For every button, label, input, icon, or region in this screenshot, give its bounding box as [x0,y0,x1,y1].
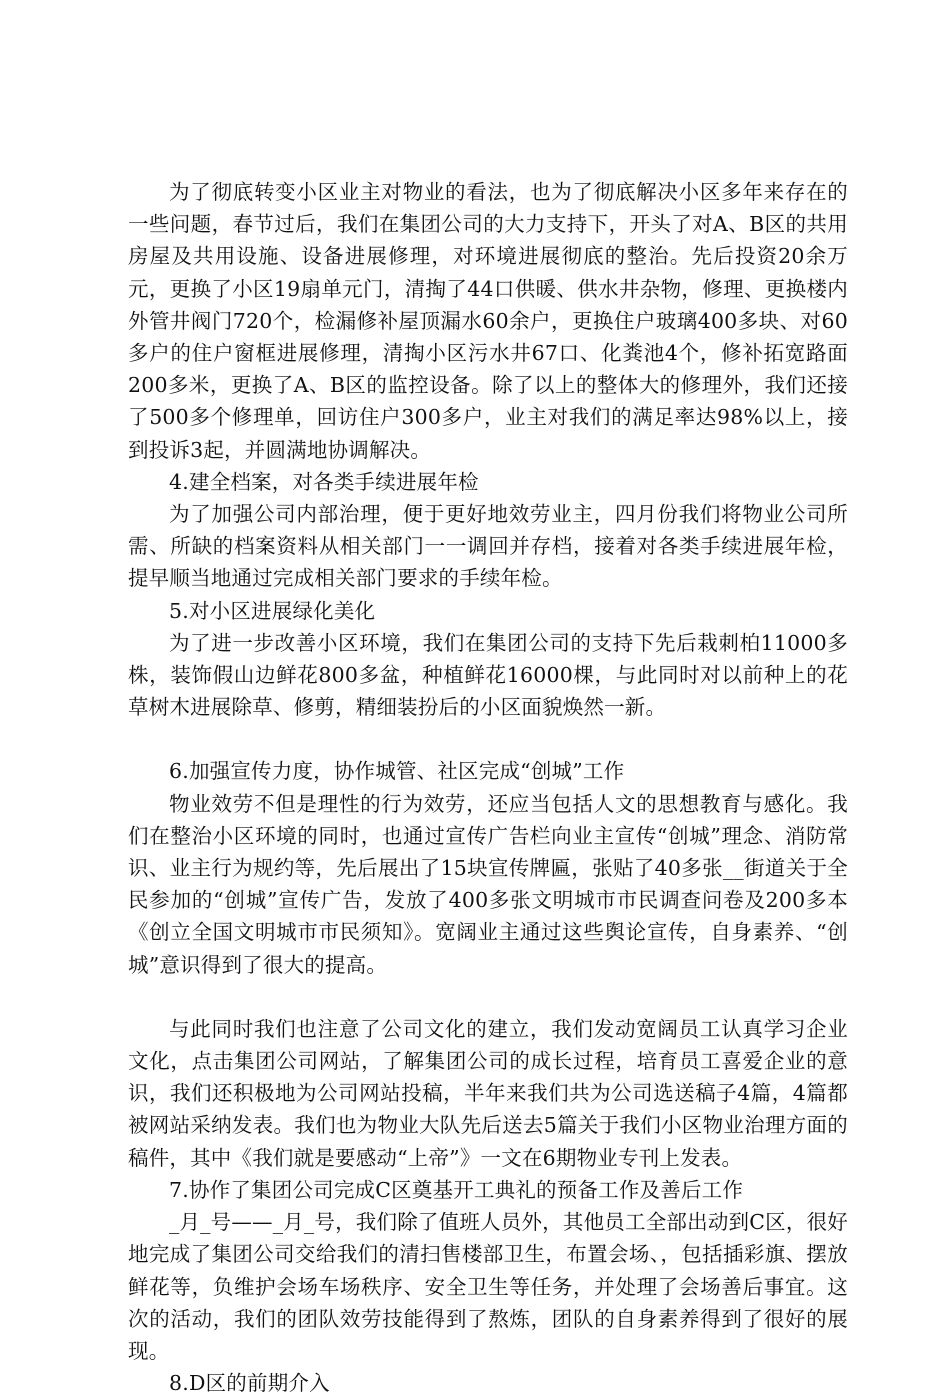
paragraph-publicity: 物业效劳不但是理性的行为效劳，还应当包括人文的思想教育与感化。我们在整治小区环境的同时，也通过宣传广告栏向业主宣传“创城”理念、消防常识、业主行为规约等，先后展出了15块宣传牌匾，张贴了40多张__街道关于全民参加的“创城”宣传广告，发放了400多张文明城市市民调查问卷及200多本《创立全国文明城市市民须知》。宽阔业主通过这些舆论宣传，自身素养、“创城”意识得到了很大的提高。 [128,791,848,977]
paragraph-gap [128,723,848,755]
paragraph-greening: 为了进一步改善小区环境，我们在集团公司的支持下先后栽刺柏11000多株，装饰假山边鲜花800多盆，种植鲜花16000棵，与此同时对以前种上的花草树木进展除草、修剪，精细装扮后的小区面貌焕然一新。 [128,630,848,720]
paragraph-gap [128,981,848,1013]
heading-5-greening: 5.对小区进展绿化美化 [169,598,376,623]
paragraph-repairs: 为了彻底转变小区业主对物业的看法，也为了彻底解决小区多年来存在的一些问题，春节过后，我们在集团公司的大力支持下，开头了对A、B区的共用房屋及共用设施、设备进展修理，对环境进展彻底的整治。先后投资20余万元，更换了小区19扇单元门，清掏了44口供暖、供水井杂物，修理、更换楼内外管井阀门720个，检漏修补屋顶漏水60余户，更换住户玻璃400多块、对60多户的住户窗框进展修理，清掏小区污水井67口、化粪池4个，修补拓宽路面200多米，更换了A、B区的监控设备。除了以上的整体大的修理外，我们还接了500多个修理单，回访住户300多户，业主对我们的满足率达98%以上，接到投诉3起，并圆满地协调解决。 [128,180,848,462]
heading-6-publicity: 6.加强宣传力度，协作城管、社区完成“创城”工作 [169,759,625,784]
heading-4-archives: 4.建全档案，对各类手续进展年检 [169,469,479,494]
heading-8-district-d: 8.D区的前期介入 [169,1371,330,1396]
paragraph-archives: 为了加强公司内部治理，便于更好地效劳业主，四月份我们将物业公司所需、所缺的档案资料从相关部门一一调回并存档，接着对各类手续进展年检，提早顺当地通过完成相关部门要求的手续年检。 [128,502,848,591]
paragraph-culture: 与此同时我们也注意了公司文化的建立，我们发动宽阔员工认真学习企业文化，点击集团公司网站，了解集团公司的成长过程，培育员工喜爱企业的意识，我们还积极地为公司网站投稿，半年来我们共为公司选送稿子4篇，4篇都被网站采纳发表。我们也为物业大队先后送去5篇关于我们小区物业治理方面的稿件，其中《我们就是要感动“上帝”》一文在6期物业专刊上发表。 [128,1016,848,1170]
paragraph-ceremony: _月_号——_月_号，我们除了值班人员外，其他员工全部出动到C区，很好地完成了集团公司交给我们的清扫售楼部卫生，布置会场、，包括插彩旗、摆放鲜花等，负维护会场车场秩序、安全卫生等任务，并处理了会场善后事宜。这次的活动，我们的团队效劳技能得到了熬炼，团队的自身素养得到了很好的展现。 [128,1210,848,1363]
heading-7-ceremony: 7.协作了集团公司完成C区奠基开工典礼的预备工作及善后工作 [169,1177,744,1202]
document-page [128,176,848,1399]
